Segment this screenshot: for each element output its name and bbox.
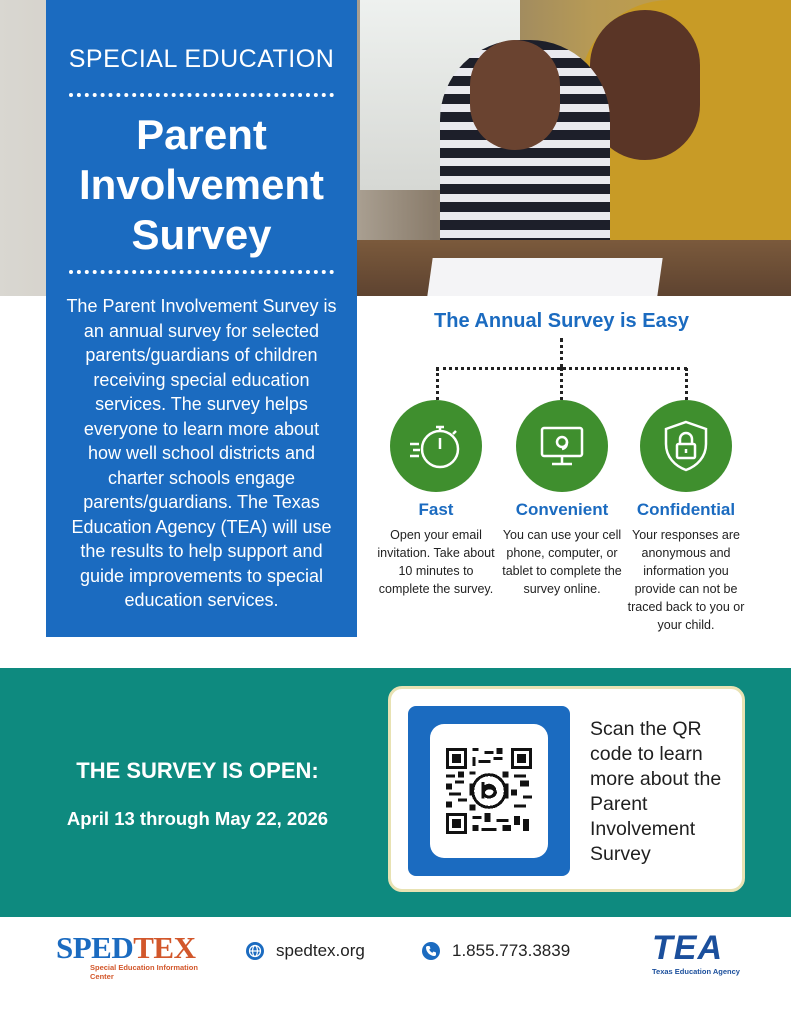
qr-frame: [408, 706, 570, 876]
title-line-2: Involvement: [78, 161, 325, 208]
feature-description: You can use your cell phone, computer, or tablet to complete the survey online.: [502, 528, 622, 596]
feature-confidential: [626, 400, 746, 634]
qr-instruction: Scan the QR code to learn more about the Parent Involvement Survey: [590, 718, 722, 865]
kicker-text: SPECIAL EDUCATION: [68, 45, 335, 73]
feature-fast: [376, 400, 496, 598]
dotted-divider-bottom: [69, 270, 334, 274]
website-text: spedtex.org: [276, 941, 365, 960]
title-panel: [46, 0, 357, 637]
survey-open-heading: THE SURVEY IS OPEN:: [76, 758, 319, 783]
intro-paragraph: The Parent Involvement Survey is an annual survey for selected parents/guardians of children receiving special education services. The survey helps everyone to learn more about how well school districts and charter schools engage parents/guardians. The Texas Education Agency (TEA) will use the results to help support and guide improvements to special education services.: [66, 296, 337, 610]
feature-name: Convenient: [515, 500, 609, 519]
connector-line: [560, 368, 563, 400]
connector-line: [560, 338, 563, 368]
connector-line: [685, 368, 688, 400]
phone-link[interactable]: [422, 941, 570, 961]
phone-text: 1.855.773.3839: [452, 941, 571, 960]
spedtex-tex: TEX: [133, 930, 196, 965]
title-line-3: Survey: [131, 211, 272, 258]
footer: [0, 917, 791, 1024]
survey-dates: April 13 through May 22, 2026: [66, 808, 329, 829]
globe-icon: [246, 942, 264, 960]
tea-logo[interactable]: [652, 931, 744, 981]
spedtex-wordmark: [56, 931, 216, 965]
tea-wordmark: TEA: [652, 929, 723, 967]
dotted-divider-top: [69, 93, 334, 97]
feature-description: Open your email invitation. Take about 10 minutes to complete the survey.: [377, 528, 495, 596]
title-line-1: Parent: [136, 111, 267, 158]
feature-name: Confidential: [636, 500, 736, 519]
feature-description: Your responses are anonymous and information you provide can not be traced back to you or your child.: [627, 528, 745, 632]
survey-open-band: [0, 668, 791, 917]
phone-icon: [422, 942, 440, 960]
computer-icon: [516, 400, 608, 492]
website-link[interactable]: [246, 941, 365, 961]
spedtex-logo[interactable]: [56, 931, 216, 981]
spedtex-sped: SPED: [56, 930, 134, 965]
qr-card: [388, 686, 745, 892]
feature-convenient: [502, 400, 622, 598]
tea-tagline: Texas Education Agency: [652, 967, 740, 976]
feature-name: Fast: [418, 500, 454, 519]
stopwatch-icon: [390, 400, 482, 492]
spedtex-tagline: Special Education Information Center: [90, 963, 198, 981]
page-title: [46, 110, 357, 260]
qr-code[interactable]: [430, 724, 548, 858]
easy-section-title: The Annual Survey is Easy: [434, 310, 689, 332]
connector-line: [436, 368, 439, 400]
shield-lock-icon: [640, 400, 732, 492]
